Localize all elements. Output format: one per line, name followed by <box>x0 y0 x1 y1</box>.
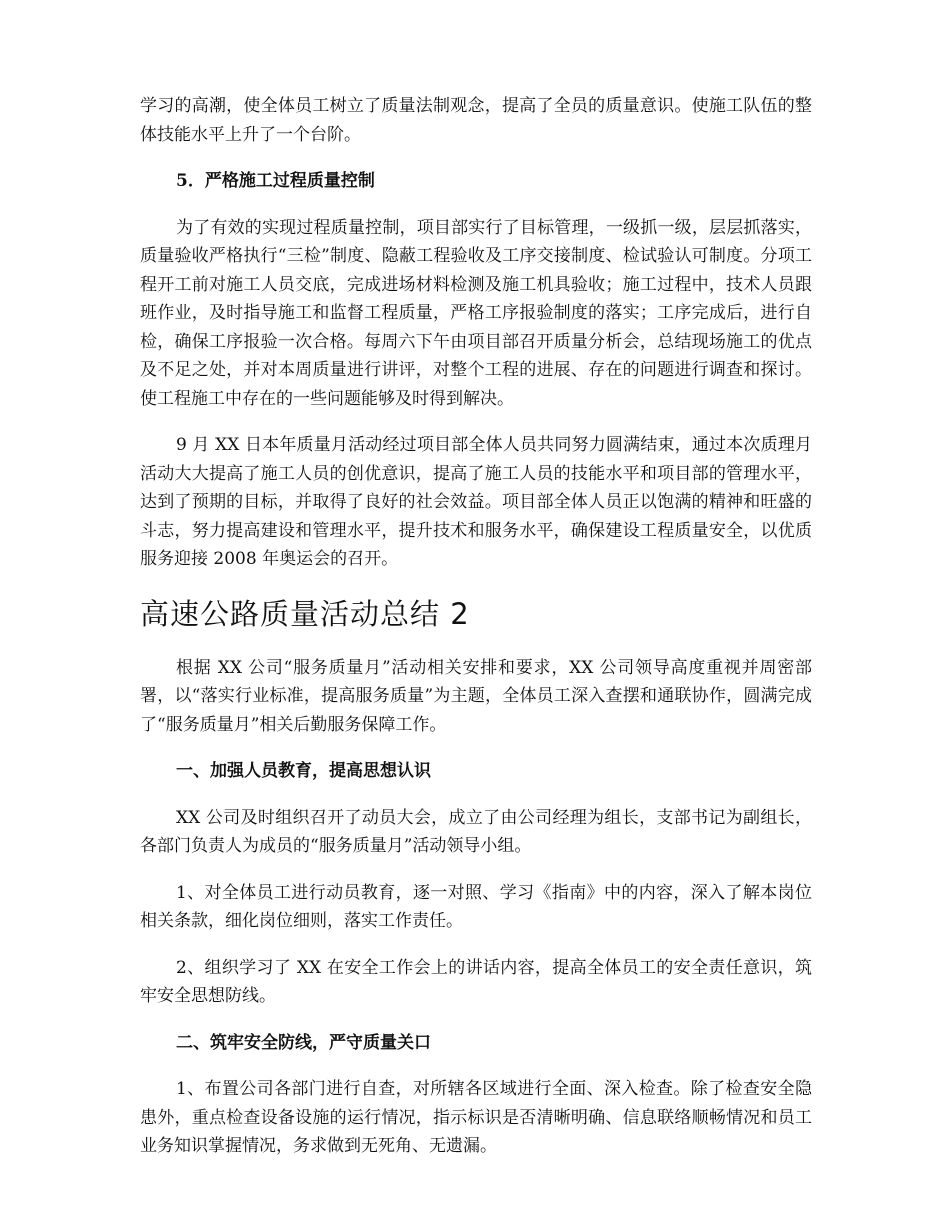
subheading-education: 一、加强人员教育，提高思想认识 <box>176 761 431 781</box>
subheading-quality-control: 5．严格施工过程质量控制 <box>176 171 375 191</box>
subheading-safety: 二、筑牢安全防线，严守质量关口 <box>176 1032 431 1053</box>
paragraph-process-control: 为了有效的实现过程质量控制，项目部实行了目标管理，一级抓一级，层层抓落实，质量验收严格执行“三检”制度、隐蔽工程验收及工序交接制度、检试验认可制度。分项工程开工前对施工人员交底，完成进场材料检测及施工机具验收；施工过程中，技术人员跟班作业，及时指导施工和监督工程质量，严格工序报验制度的落实；工序完成后，进行自检，确保工序报验一次合格。每周六下午由项目部召开质量分析会，总结现场施工的优点及不足之处，并对本周质量进行讲评，对整个工程的进展、存在的问题进行调查和探讨。使工程施工中存在的一些问题能够及时得到解决。 <box>140 217 812 409</box>
list-item-safety-1: 1、布置公司各部门进行自查，对所辖各区域进行全面、深入检查。除了检查安全隐患外，重点检查设备设施的运行情况，指示标识是否清晰明确、信息联络顺畅情况和员工业务知识掌握情况，务求做到无死角、无遗漏。 <box>140 1079 812 1156</box>
paragraph-conclusion: 9 月 XX 日本年质量月活动经过项目部全体人员共同努力圆满结束，通过本次质理月活动大大提高了施工人员的创优意识，提高了施工人员的技能水平和项目部的管理水平，达到了预期的目标，并取得了良好的社会效益。项目部全体人员正以饱满的精神和旺盛的斗志，努力提高建设和管理水平，提升技术和服务水平，确保建设工程质量安全，以优质服务迎接 2008 年奥运会的召开。 <box>140 435 812 569</box>
list-item-education-2: 2、组织学习了 XX 在安全工作会上的讲话内容，提高全体员工的安全责任意识，筑牢安全思想防线。 <box>140 957 812 1006</box>
paragraph-continued: 学习的高潮，使全体员工树立了质量法制观念，提高了全员的质量意识。使施工队伍的整体技能水平上升了一个台阶。 <box>140 96 812 145</box>
list-item-education-1: 1、对全体员工进行动员教育，逐一对照、学习《指南》中的内容，深入了解本岗位相关条款，细化岗位细则，落实工作责任。 <box>140 882 812 931</box>
paragraph-meeting: XX 公司及时组织召开了动员大会，成立了由公司经理为组长，支部书记为副组长，各部门负责人为成员的“服务质量月”活动领导小组。 <box>140 807 812 856</box>
paragraph-intro: 根据 XX 公司“服务质量月”活动相关安排和要求，XX 公司领导高度重视并周密部署，以“落实行业标准，提高服务质量”为主题，全体员工深入查摆和通联协作，圆满完成了“服务质量月”相关后勤服务保障工作。 <box>140 657 812 735</box>
document-body <box>140 92 812 1161</box>
section-title: 高速公路质量活动总结 2 <box>140 596 470 631</box>
